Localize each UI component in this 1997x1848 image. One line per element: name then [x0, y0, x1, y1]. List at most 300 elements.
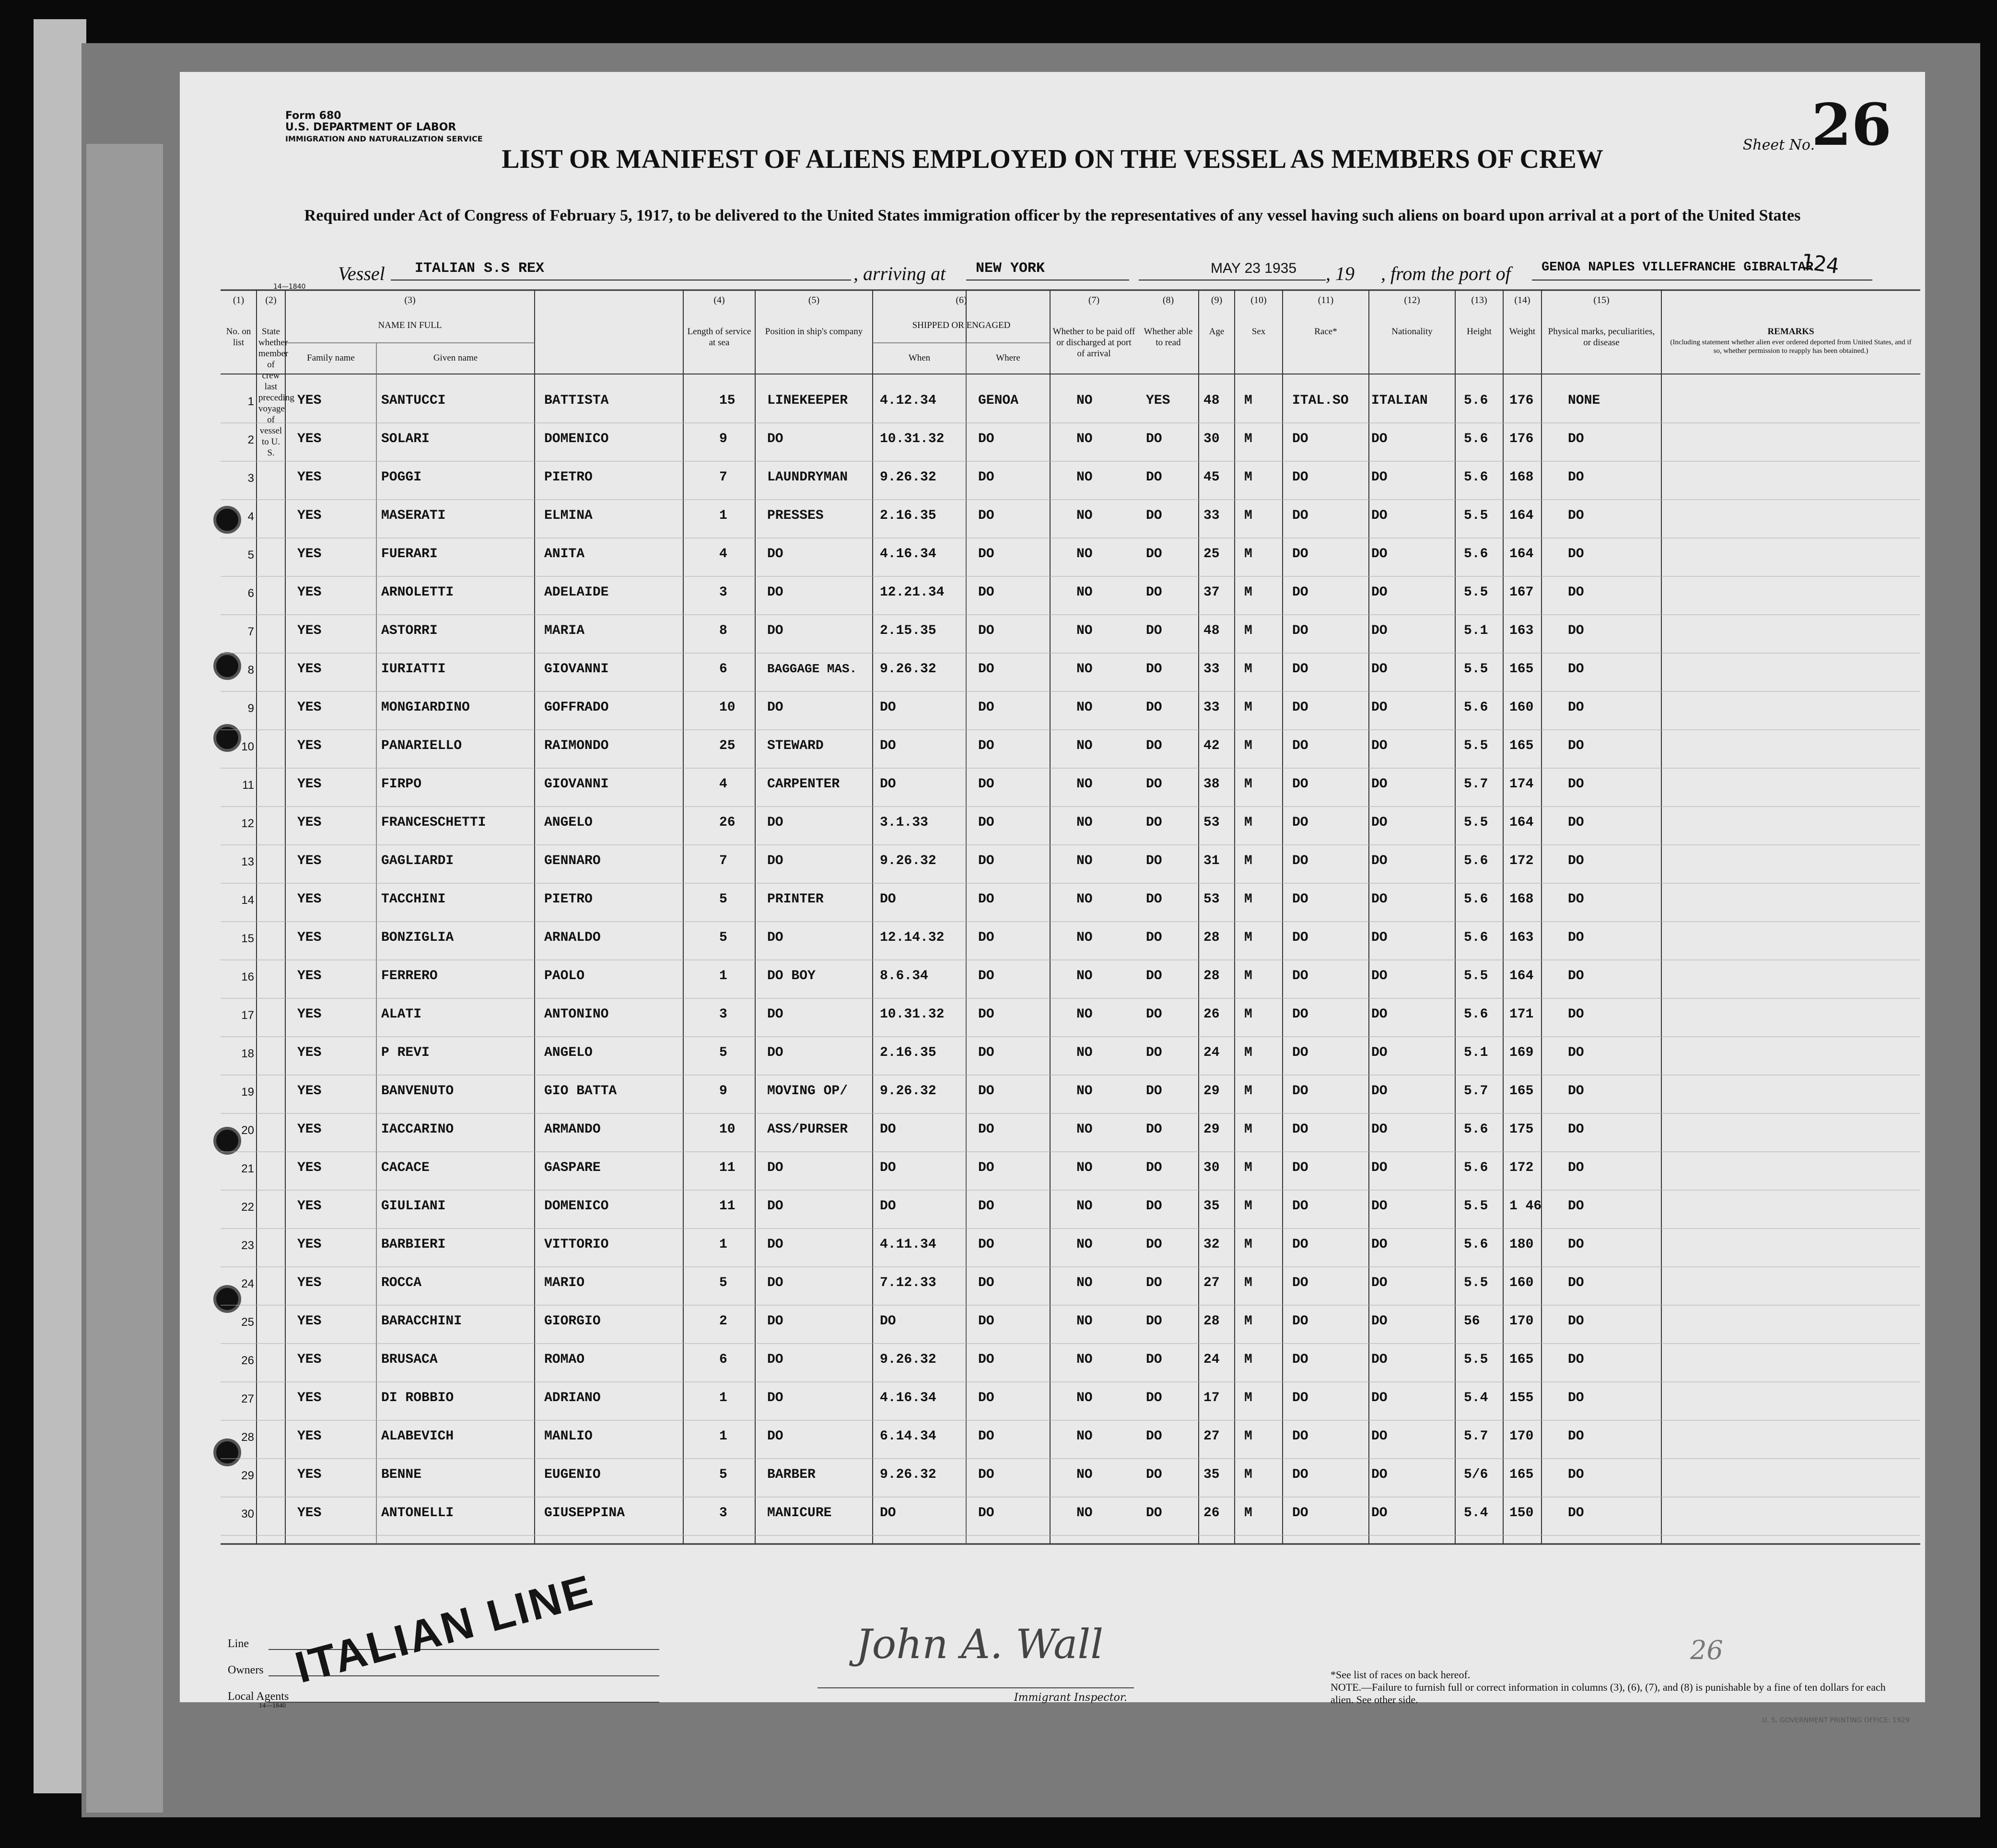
column-number: (12) — [1404, 295, 1420, 305]
column-number: (7) — [1088, 295, 1100, 305]
member-prev-voyage: YES — [297, 815, 322, 830]
race: DO — [1292, 508, 1308, 523]
paid-off: NO — [1076, 1045, 1093, 1060]
shipped-when: 4.16.34 — [880, 547, 936, 561]
position: DO — [767, 1199, 783, 1214]
shipped-when: 6.14.34 — [880, 1429, 936, 1444]
column-number: (4) — [713, 295, 725, 305]
shipped-when: 8.6.34 — [880, 969, 928, 983]
able-to-read: DO — [1146, 738, 1162, 753]
shipped-when: 10.31.32 — [880, 1007, 945, 1022]
race: DO — [1292, 1045, 1308, 1060]
physical-marks: DO — [1568, 700, 1584, 715]
line-label: Line — [228, 1637, 249, 1650]
given-name: ADRIANO — [544, 1391, 601, 1405]
service-length: 8 — [719, 623, 727, 638]
position: BAGGAGE MAS. — [767, 662, 857, 676]
service-length: 25 — [719, 738, 736, 753]
nationality: DO — [1371, 432, 1388, 446]
position: DO — [767, 1429, 783, 1444]
row-number: 25 — [241, 1316, 254, 1329]
height: 5.5 — [1464, 585, 1488, 600]
weight: 165 — [1509, 1467, 1534, 1482]
shipped-when: 9.26.32 — [880, 1084, 936, 1099]
physical-marks: DO — [1568, 1237, 1584, 1252]
member-prev-voyage: YES — [297, 1506, 322, 1521]
weight: 167 — [1509, 585, 1534, 600]
height: 5.6 — [1464, 432, 1488, 446]
bureau: IMMIGRATION AND NATURALIZATION SERVICE — [285, 134, 483, 143]
owners-label: Owners — [228, 1664, 264, 1676]
family-name: ARNOLETTI — [381, 585, 454, 600]
able-to-read: DO — [1146, 777, 1162, 792]
row-number: 19 — [241, 1086, 254, 1099]
paid-off: NO — [1076, 623, 1093, 638]
row-number: 3 — [247, 472, 254, 485]
signature-title: Immigrant Inspector. — [1014, 1692, 1127, 1704]
margin-number: 124 — [1799, 249, 1841, 279]
paid-off: NO — [1076, 393, 1093, 408]
family-name: BONZIGLIA — [381, 930, 454, 945]
sex: M — [1244, 393, 1252, 408]
position: DO — [767, 1160, 783, 1175]
weight: 164 — [1509, 969, 1534, 983]
physical-marks: DO — [1568, 508, 1584, 523]
physical-marks: DO — [1568, 738, 1584, 753]
family-name: DI ROBBIO — [381, 1391, 454, 1405]
able-to-read: DO — [1146, 930, 1162, 945]
service-length: 5 — [719, 892, 727, 907]
member-prev-voyage: YES — [297, 1007, 322, 1022]
race: ITAL.SO — [1292, 393, 1349, 408]
physical-marks: DO — [1568, 1275, 1584, 1290]
age: 17 — [1203, 1391, 1220, 1405]
given-name: ANGELO — [544, 815, 593, 830]
paid-off: NO — [1076, 1160, 1093, 1175]
paid-off: NO — [1076, 815, 1093, 830]
row-number: 17 — [241, 1009, 254, 1022]
age: 53 — [1203, 815, 1220, 830]
given-name: ANITA — [544, 547, 585, 561]
family-name: GIULIANI — [381, 1199, 446, 1214]
able-to-read: DO — [1146, 815, 1162, 830]
position: STEWARD — [767, 738, 824, 753]
position: ASS/PURSER — [767, 1122, 848, 1137]
sex: M — [1244, 738, 1252, 753]
race: DO — [1292, 1122, 1308, 1137]
shipped-where: GENOA — [978, 393, 1019, 408]
age: 35 — [1203, 1199, 1220, 1214]
service-length: 3 — [719, 1007, 727, 1022]
row-number: 5 — [247, 549, 254, 561]
position: DO — [767, 1237, 783, 1252]
arrival-date: MAY 23 1935 — [1211, 260, 1297, 276]
race: DO — [1292, 585, 1308, 600]
position: DO — [767, 1275, 783, 1290]
shipped-when: 2.16.35 — [880, 1045, 936, 1060]
column-number: (15) — [1593, 295, 1610, 305]
position: DO — [767, 930, 783, 945]
family-name: SANTUCCI — [381, 393, 446, 408]
weight: 165 — [1509, 1352, 1534, 1367]
height: 5.5 — [1464, 738, 1488, 753]
sex: M — [1244, 1007, 1252, 1022]
family-name: IACCARINO — [381, 1122, 454, 1137]
nationality: DO — [1371, 700, 1388, 715]
race: DO — [1292, 1160, 1308, 1175]
vessel-label: Vessel — [338, 263, 385, 284]
position: DO — [767, 623, 783, 638]
sex: M — [1244, 1314, 1252, 1329]
height: 5.6 — [1464, 930, 1488, 945]
shipped-where: DO — [978, 1314, 994, 1329]
column-number: (14) — [1514, 295, 1530, 305]
race: DO — [1292, 892, 1308, 907]
form-number: Form 680 — [285, 110, 341, 122]
shipped-when: 12.21.34 — [880, 585, 945, 600]
shipped-where: DO — [978, 892, 994, 907]
service-length: 11 — [719, 1199, 736, 1214]
column-header: Sex — [1251, 327, 1266, 337]
able-to-read: DO — [1146, 585, 1162, 600]
given-name: DOMENICO — [544, 432, 609, 446]
column-header: State whether member of crew last preceding voyage of vessel to U. S. — [258, 327, 294, 458]
column-number: (8) — [1162, 295, 1174, 305]
height: 5.6 — [1464, 547, 1488, 561]
sex: M — [1244, 1160, 1252, 1175]
age: 27 — [1203, 1275, 1220, 1290]
paid-off: NO — [1076, 585, 1093, 600]
row-number: 20 — [241, 1124, 254, 1137]
race: DO — [1292, 777, 1308, 792]
service-length: 5 — [719, 930, 727, 945]
shipped-where: DO — [978, 1467, 994, 1482]
shipped-where: DO — [978, 1084, 994, 1099]
paid-off: NO — [1076, 777, 1093, 792]
shipped-where: DO — [978, 1007, 994, 1022]
able-to-read: DO — [1146, 470, 1162, 485]
given-name: RAIMONDO — [544, 738, 609, 753]
row-number: 4 — [247, 510, 254, 523]
age: 42 — [1203, 738, 1220, 753]
weight: 176 — [1509, 432, 1534, 446]
position: MOVING OP/ — [767, 1084, 848, 1099]
nationality: DO — [1371, 1084, 1388, 1099]
given-name: PIETRO — [544, 470, 593, 485]
shipped-where: DO — [978, 1391, 994, 1405]
family-name: P REVI — [381, 1045, 430, 1060]
able-to-read: DO — [1146, 432, 1162, 446]
position: DO — [767, 432, 783, 446]
paid-off: NO — [1076, 1122, 1093, 1137]
row-number: 9 — [247, 702, 254, 715]
position: DO BOY — [767, 969, 816, 983]
handwritten-number: 26 — [1690, 1635, 1723, 1665]
position: DO — [767, 1391, 783, 1405]
row-number: 23 — [241, 1239, 254, 1252]
row-number: 18 — [241, 1047, 254, 1060]
age: 33 — [1203, 662, 1220, 677]
sex: M — [1244, 854, 1252, 868]
position: DO — [767, 1007, 783, 1022]
shipped-where: DO — [978, 777, 994, 792]
physical-marks: DO — [1568, 1045, 1584, 1060]
column-number: (11) — [1318, 295, 1334, 305]
height: 5.5 — [1464, 1199, 1488, 1214]
able-to-read: DO — [1146, 508, 1162, 523]
given-name: BATTISTA — [544, 393, 609, 408]
sex: M — [1244, 1467, 1252, 1482]
given-name: GOFFRADO — [544, 700, 609, 715]
family-name: PANARIELLO — [381, 738, 462, 753]
shipped-where: DO — [978, 815, 994, 830]
position: LAUNDRYMAN — [767, 470, 848, 485]
sex: M — [1244, 547, 1252, 561]
physical-marks: DO — [1568, 1467, 1584, 1482]
row-number: 11 — [242, 779, 254, 792]
given-name: VITTORIO — [544, 1237, 609, 1252]
race: DO — [1292, 1391, 1308, 1405]
service-length: 9 — [719, 432, 727, 446]
member-prev-voyage: YES — [297, 1429, 322, 1444]
given-name: ANTONINO — [544, 1007, 609, 1022]
nationality: DO — [1371, 470, 1388, 485]
row-number: 13 — [241, 855, 254, 868]
family-name: BARBIERI — [381, 1237, 446, 1252]
member-prev-voyage: YES — [297, 585, 322, 600]
service-length: 26 — [719, 815, 736, 830]
row-number: 27 — [241, 1392, 254, 1405]
height: 5.5 — [1464, 508, 1488, 523]
weight: 160 — [1509, 1275, 1534, 1290]
column-header: SHIPPED OR ENGAGED — [912, 320, 1011, 330]
shipped-when: DO — [880, 700, 896, 715]
given-name: ROMAO — [544, 1352, 585, 1367]
race: DO — [1292, 738, 1308, 753]
paid-off: NO — [1076, 892, 1093, 907]
position: LINEKEEPER — [767, 393, 848, 408]
nationality: DO — [1371, 1391, 1388, 1405]
nationality: DO — [1371, 738, 1388, 753]
age: 48 — [1203, 623, 1220, 638]
row-number: 6 — [247, 587, 254, 600]
nationality: DO — [1371, 1275, 1388, 1290]
shipped-when: 7.12.33 — [880, 1275, 936, 1290]
able-to-read: DO — [1146, 1160, 1162, 1175]
manifest-page — [180, 72, 1925, 1724]
height: 5.6 — [1464, 1160, 1488, 1175]
height: 5.6 — [1464, 1237, 1488, 1252]
service-length: 4 — [719, 547, 727, 561]
physical-marks: DO — [1568, 432, 1584, 446]
able-to-read: DO — [1146, 1237, 1162, 1252]
age: 28 — [1203, 969, 1220, 983]
weight: 171 — [1509, 1007, 1534, 1022]
height: 5.6 — [1464, 854, 1488, 868]
given-name: ANGELO — [544, 1045, 593, 1060]
member-prev-voyage: YES — [297, 854, 322, 868]
physical-marks: DO — [1568, 585, 1584, 600]
row-number: 24 — [241, 1277, 254, 1290]
family-name: FERRERO — [381, 969, 438, 983]
shipped-when: 4.11.34 — [880, 1237, 936, 1252]
shipped-when: 4.16.34 — [880, 1391, 936, 1405]
sheet-number: 26 — [1811, 91, 1892, 159]
physical-marks: DO — [1568, 1199, 1584, 1214]
weight: 163 — [1509, 623, 1534, 638]
given-name: ARMANDO — [544, 1122, 601, 1137]
shipped-where: DO — [978, 432, 994, 446]
nationality: DO — [1371, 1352, 1388, 1367]
race: DO — [1292, 1084, 1308, 1099]
physical-marks: DO — [1568, 547, 1584, 561]
age: 26 — [1203, 1506, 1220, 1521]
physical-marks: DO — [1568, 662, 1584, 677]
paid-off: NO — [1076, 1391, 1093, 1405]
race: DO — [1292, 1467, 1308, 1482]
physical-marks: DO — [1568, 1160, 1584, 1175]
physical-marks: DO — [1568, 1506, 1584, 1521]
paid-off: NO — [1076, 738, 1093, 753]
race: DO — [1292, 1007, 1308, 1022]
weight: 160 — [1509, 700, 1534, 715]
family-name: ROCCA — [381, 1275, 422, 1290]
weight: 165 — [1509, 662, 1534, 677]
nationality: DO — [1371, 508, 1388, 523]
service-length: 4 — [719, 777, 727, 792]
left-strip — [86, 144, 163, 1813]
weight: 169 — [1509, 1045, 1534, 1060]
service-length: 2 — [719, 1314, 727, 1329]
shipped-where: DO — [978, 1045, 994, 1060]
sex: M — [1244, 1429, 1252, 1444]
shipped-when: DO — [880, 738, 896, 753]
nationality: DO — [1371, 547, 1388, 561]
nationality: DO — [1371, 1199, 1388, 1214]
column-header: Age — [1209, 327, 1225, 337]
family-name: TACCHINI — [381, 892, 446, 907]
age: 24 — [1203, 1045, 1220, 1060]
able-to-read: DO — [1146, 1314, 1162, 1329]
weight: 172 — [1509, 1160, 1534, 1175]
column-header: Whether to be paid off or discharged at port of arrival — [1052, 327, 1135, 359]
physical-marks: DO — [1568, 1122, 1584, 1137]
paid-off: NO — [1076, 1007, 1093, 1022]
family-name: ASTORRI — [381, 623, 438, 638]
shipped-when: 3.1.33 — [880, 815, 928, 830]
paid-off: NO — [1076, 508, 1093, 523]
arriving-port: NEW YORK — [976, 260, 1045, 277]
weight: 176 — [1509, 393, 1534, 408]
sex: M — [1244, 432, 1252, 446]
service-length: 1 — [719, 969, 727, 983]
age: 48 — [1203, 393, 1220, 408]
member-prev-voyage: YES — [297, 1314, 322, 1329]
service-length: 5 — [719, 1467, 727, 1482]
height: 5.5 — [1464, 1275, 1488, 1290]
given-name: MARIA — [544, 623, 585, 638]
given-name: PAOLO — [544, 969, 585, 983]
weight: 150 — [1509, 1506, 1534, 1521]
able-to-read: DO — [1146, 1045, 1162, 1060]
able-to-read: DO — [1146, 700, 1162, 715]
nationality: DO — [1371, 1160, 1388, 1175]
sex: M — [1244, 1237, 1252, 1252]
race: DO — [1292, 623, 1308, 638]
nationality: DO — [1371, 815, 1388, 830]
shipped-where: DO — [978, 623, 994, 638]
column-header: Position in ship's company — [765, 327, 863, 337]
weight: 175 — [1509, 1122, 1534, 1137]
height: 5/6 — [1464, 1467, 1488, 1482]
shipped-when: DO — [880, 1122, 896, 1137]
height: 5.1 — [1464, 1045, 1488, 1060]
family-name: IURIATTI — [381, 662, 446, 677]
nationality: DO — [1371, 1007, 1388, 1022]
able-to-read: DO — [1146, 1506, 1162, 1521]
agents-label: Local Agents — [228, 1690, 289, 1703]
column-number: (5) — [808, 295, 820, 305]
family-name: ANTONELLI — [381, 1506, 454, 1521]
shipped-when: DO — [880, 1199, 896, 1214]
shipped-when: DO — [880, 892, 896, 907]
height: 5.6 — [1464, 470, 1488, 485]
race: DO — [1292, 432, 1308, 446]
able-to-read: DO — [1146, 854, 1162, 868]
able-to-read: DO — [1146, 1429, 1162, 1444]
sex: M — [1244, 623, 1252, 638]
age: 30 — [1203, 432, 1220, 446]
nationality: DO — [1371, 1314, 1388, 1329]
small-code: 14—1840 — [273, 283, 306, 291]
height: 5.6 — [1464, 700, 1488, 715]
physical-marks: DO — [1568, 1084, 1584, 1099]
service-length: 6 — [719, 662, 727, 677]
able-to-read: DO — [1146, 623, 1162, 638]
shipped-where: DO — [978, 585, 994, 600]
shipped-when: 9.26.32 — [880, 1352, 936, 1367]
height: 5.6 — [1464, 892, 1488, 907]
shipped-when: DO — [880, 777, 896, 792]
printer-line: U. S. GOVERNMENT PRINTING OFFICE: 1929 — [1762, 1717, 1910, 1724]
family-name: FRANCESCHETTI — [381, 815, 486, 830]
position: PRINTER — [767, 892, 824, 907]
service-length: 3 — [719, 1506, 727, 1521]
age: 33 — [1203, 700, 1220, 715]
family-name: ALABEVICH — [381, 1429, 454, 1444]
shipped-when: 4.12.34 — [880, 393, 936, 408]
family-name: POGGI — [381, 470, 422, 485]
member-prev-voyage: YES — [297, 700, 322, 715]
sex: M — [1244, 508, 1252, 523]
physical-marks: DO — [1568, 815, 1584, 830]
page-subtitle: Required under Act of Congress of February 5, 1917, to be delivered to the United States immigration officer by the representatives of any vessel having such aliens on board upon arrival at a port of the United States — [304, 207, 1801, 224]
vessel-name: ITALIAN S.S REX — [415, 260, 545, 277]
weight: 168 — [1509, 470, 1534, 485]
able-to-read: DO — [1146, 1007, 1162, 1022]
paid-off: NO — [1076, 1506, 1093, 1521]
height: 5.7 — [1464, 777, 1488, 792]
weight: 170 — [1509, 1314, 1534, 1329]
height: 5.6 — [1464, 1122, 1488, 1137]
nationality: DO — [1371, 969, 1388, 983]
race: DO — [1292, 1275, 1308, 1290]
shipped-where: DO — [978, 1199, 994, 1214]
footer-lines — [180, 72, 1925, 1721]
paid-off: NO — [1076, 470, 1093, 485]
nationality: ITALIAN — [1371, 393, 1428, 408]
service-length: 5 — [719, 1275, 727, 1290]
